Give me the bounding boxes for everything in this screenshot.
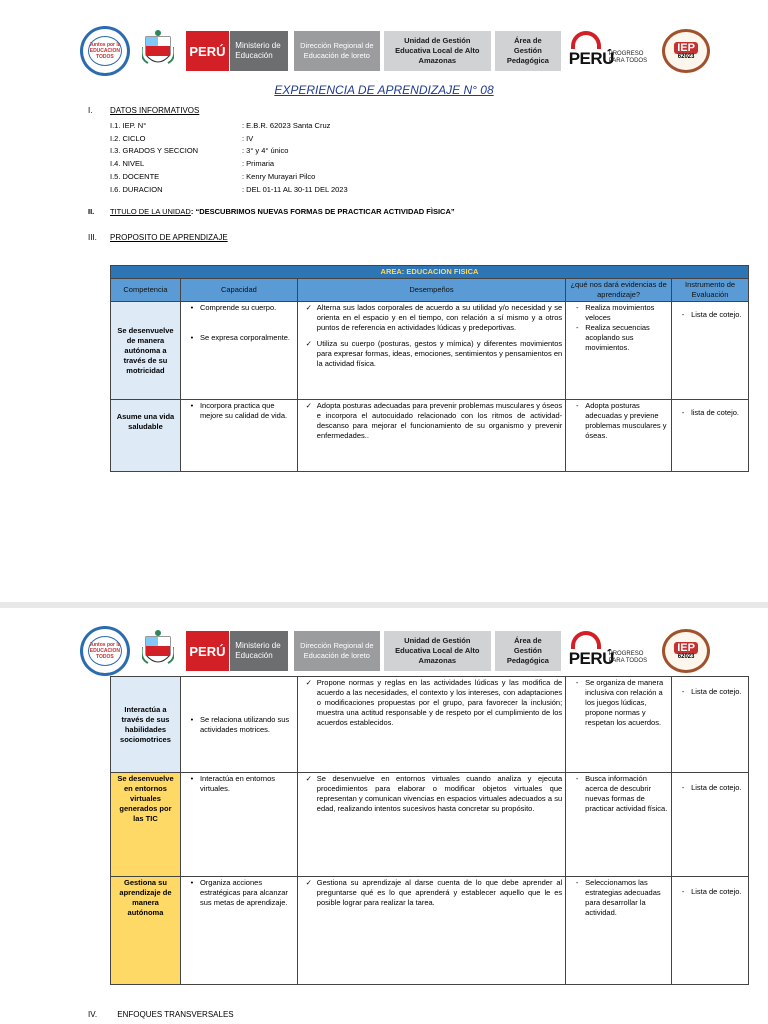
col-header: Instrumento de Evaluación	[672, 279, 749, 302]
evidencias-cell: - Busca información acerca de descubrir nuevas formas de practicar actividad física.	[566, 773, 672, 877]
table-row	[111, 400, 749, 472]
competencia-cell: Se desenvuelve en entornos virtuales generados por las TIC	[111, 773, 181, 877]
competencia-cell: Gestiona su aprendizaje de manera autónoma	[111, 877, 181, 985]
seal-text: Juntos por la EDUCACION TODOS	[88, 636, 122, 666]
evidencias-cell: - Adopta posturas adecuadas y previene problemas musculares y óseas.	[566, 400, 672, 472]
desempenos-cell: ✓ Gestiona su aprendizaje al darse cuenta de lo que debe aprender al preguntarse qué es lo que aprenderá y establecer aquello que le es posible lograr para realizar la tarea.	[297, 877, 565, 985]
unit-title-label: TITULO DE LA UNIDAD	[110, 207, 191, 216]
capacidad-cell: • Interactúa en entornos virtuales.	[180, 773, 297, 877]
iep-number: 62023	[677, 654, 695, 660]
section-label: ENFOQUES TRANSVERSALES	[117, 1010, 234, 1019]
peru-coat-of-arms-icon	[140, 628, 176, 674]
section-number: I.	[88, 106, 93, 115]
section-3-heading: III. PROPOSITO DE APRENDIZAJE	[88, 233, 228, 242]
peru-label: PERÚ	[186, 31, 230, 71]
instrumento-cell: - lista de cotejo.	[672, 400, 749, 472]
col-header: Competencia	[111, 279, 181, 302]
evidencias-cell: - Se organiza de manera inclusiva con relación a los juegos lúdicas, propone normas y respetan los acuerdos.	[566, 677, 672, 773]
capacidad-cell: • Incorpora practica que mejore su calidad de vida.	[180, 400, 297, 472]
area-header: AREA: EDUCACION FISICA	[111, 266, 749, 279]
info-row: I.4. NIVEL : Primaria	[110, 159, 275, 169]
evidencias-cell: - Seleccionamos las estrategias adecuadas para desarrollar la actividad.	[566, 877, 672, 985]
section-4-heading	[88, 1010, 234, 1019]
area-label: Área de Gestión Pedagógica	[495, 631, 561, 671]
col-header: Capacidad	[180, 279, 297, 302]
instrumento-cell: - Lista de cotejo.	[672, 877, 749, 985]
peru-arc-icon	[571, 631, 601, 649]
capacidad-cell: • Comprende su cuerpo. • Se expresa corporalmente.	[180, 302, 297, 400]
table-row	[111, 877, 749, 985]
capacidad-cell: • Se relaciona utilizando sus actividades motrices.	[180, 677, 297, 773]
table-row	[111, 302, 749, 400]
competencia-cell: Se desenvuelve de manera autónoma a través de su motricidad	[111, 302, 181, 400]
desempenos-cell: ✓ Propone normas y reglas en las actividades lúdicas y las modifica de acuerdo a las necesidades, el contexto y los intereses, con adaptaciones o modificaciones propuestas por el grupo, para favorecer la inclusión; muestra una actitud responsable y de respeto por el cumplimiento de los acuerdos establecidos.	[297, 677, 565, 773]
section-2-heading: II. TITULO DE LA UNIDAD: “DESCUBRIMOS NUEVAS FORMAS DE PRACTICAR ACTIVIDAD FÌSICA”	[88, 207, 455, 216]
desempenos-cell: ✓ Se desenvuelve en entornos virtuales cuando analiza y ejecuta procedimientos para elaborar o modificar objetos virtuales que representan y comunican vivencias en espacios virtuales adecuados a su edad, realizando intentos sucesivos hasta concretar su propósito.	[297, 773, 565, 877]
info-row: I.1. IEP. N° : E.B.R. 62023 Santa Cruz	[110, 121, 331, 130]
section-label: PROPOSITO DE APRENDIZAJE	[110, 233, 228, 242]
header-banner	[80, 620, 710, 682]
seal-text: Juntos por la EDUCACION TODOS	[88, 36, 122, 66]
peru-logo-tag: PROGRESO PARA TODOS	[608, 651, 648, 664]
iep-number: 62023	[677, 54, 695, 60]
desempenos-cell: ✓ Alterna sus lados corporales de acuerdo a su utilidad y/o necesidad y se orienta en el espacio y en el tiempo, con relación a sí mismo y a otros puntos de referencia en actividades lúdicas y predeportivas. ✓ Utiliza su cuerpo (posturas, gestos y mímica) y diferentes movimientos para expresar formas, ideas, emociones, sentimientos y pensamientos en la actividad física.	[297, 302, 565, 400]
info-row: I.5. DOCENTE : Kenry Murayari Pilco	[110, 171, 316, 181]
purpose-table-continued	[110, 676, 749, 985]
peru-coat-of-arms-icon	[140, 28, 176, 74]
instrumento-cell: - Lista de cotejo.	[672, 773, 749, 877]
peru-logo-word: PERÚ	[568, 49, 614, 68]
iep-school-logo	[662, 629, 710, 673]
peru-arc-icon	[571, 31, 601, 49]
iep-title: IEP	[674, 642, 698, 654]
peru-progreso-logo	[569, 629, 653, 673]
page-title: EXPERIENCIA DE APRENDIZAJE N° 08	[274, 83, 494, 97]
table-row	[111, 677, 749, 773]
ugel-label: Unidad de Gestión Educativa Local de Alto Amazonas	[384, 31, 491, 71]
col-header: ¿qué nos dará evidencias de aprendizaje?	[566, 279, 672, 302]
peru-logo-word: PERÚ	[568, 649, 614, 668]
table-row	[111, 773, 749, 877]
iep-title: IEP	[674, 42, 698, 54]
iep-school-logo	[662, 29, 710, 73]
col-header: Desempeños	[297, 279, 565, 302]
instrumento-cell: - Lista de cotejo.	[672, 677, 749, 773]
page-2	[0, 608, 768, 1024]
competencia-cell: Asume una vida saludable	[111, 400, 181, 472]
ministry-label: Ministerio de Educación	[230, 31, 288, 71]
regional-label: Dirección Regional de Educación de loreto	[294, 31, 380, 71]
section-number: IV.	[88, 1010, 98, 1019]
regional-label: Dirección Regional de Educación de loreto	[294, 631, 380, 671]
info-row: I.2. CICLO : IV	[110, 133, 254, 143]
peru-progreso-logo	[569, 29, 653, 73]
unit-title-value: : “DESCUBRIMOS NUEVAS FORMAS DE PRACTICAR ACTIVIDAD FÌSICA”	[190, 207, 455, 216]
header-banner	[80, 20, 710, 82]
section-label: DATOS INFORMATIVOS	[110, 106, 200, 115]
education-seal-logo	[80, 26, 130, 76]
desempenos-cell: ✓ Adopta posturas adecuadas para prevenir problemas musculares y óseos e incorpora el autocuidado relacionado con los ritmos de actividad-descanso para mejorar el funcionamiento de su organismo y prevenir enfermedades..	[297, 400, 565, 472]
capacidad-cell: • Organiza acciones estratégicas para alcanzar sus metas de aprendizaje.	[180, 877, 297, 985]
ministry-label: Ministerio de Educación	[230, 631, 288, 671]
peru-logo-tag: PROGRESO PARA TODOS	[608, 51, 648, 64]
education-seal-logo	[80, 626, 130, 676]
evidencias-cell: - Realiza movimientos veloces - Realiza secuencias acoplando sus movimientos.	[566, 302, 672, 400]
purpose-table	[110, 265, 749, 472]
peru-label: PERÚ	[186, 631, 230, 671]
info-row: I.6. DURACION : DEL 01-11 AL 30-11 DEL 2023	[110, 184, 348, 194]
ugel-label: Unidad de Gestión Educativa Local de Alto Amazonas	[384, 631, 491, 671]
area-label: Área de Gestión Pedagógica	[495, 31, 561, 71]
section-1-heading	[88, 106, 199, 115]
info-list	[110, 120, 348, 196]
competencia-cell: Interactúa a través de sus habilidades sociomotrices	[111, 677, 181, 773]
info-row: I.3. GRADOS Y SECCION : 3° y 4° único	[110, 146, 289, 156]
instrumento-cell: - Lista de cotejo.	[672, 302, 749, 400]
